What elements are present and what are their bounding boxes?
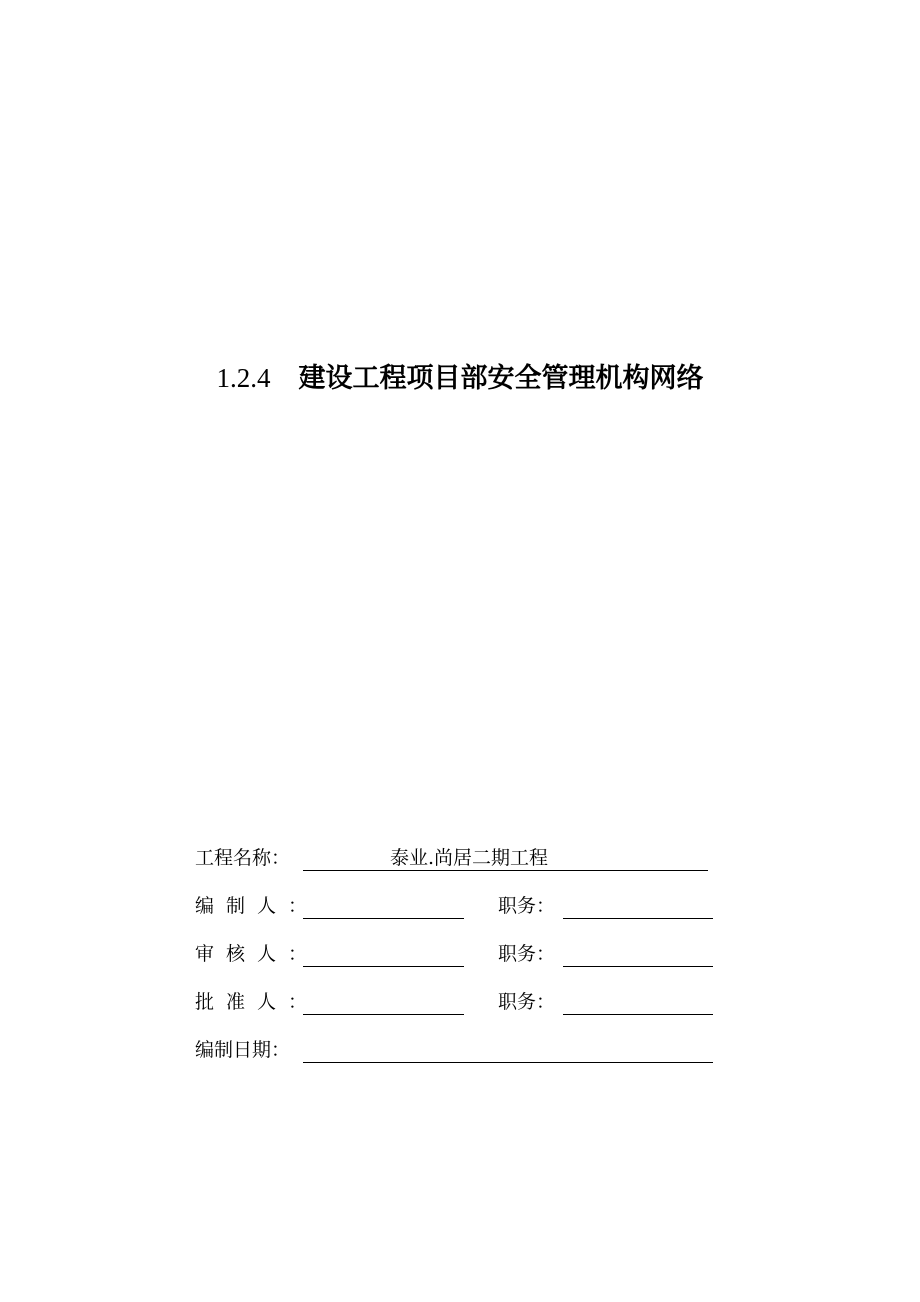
project-name-label: 工程名称： xyxy=(195,847,291,869)
reviewer-label-text: 审核人 xyxy=(195,943,289,965)
project-name-row xyxy=(195,838,735,886)
date-label: 编制日期： xyxy=(195,1039,291,1061)
document-title xyxy=(0,360,920,397)
compiler-label-text: 编制人 xyxy=(195,895,289,917)
approver-label-colon: ： xyxy=(288,991,308,1013)
approver-row xyxy=(195,982,735,1030)
project-name-value: 泰业.尚居二期工程 xyxy=(390,847,549,869)
reviewer-position-label: 职务： xyxy=(498,943,556,965)
compiler-label-colon: ： xyxy=(288,895,308,917)
compiler-row xyxy=(195,886,735,934)
approver-position-label: 职务： xyxy=(498,991,556,1013)
reviewer-row xyxy=(195,934,735,982)
compiler-position-label: 职务： xyxy=(498,895,556,917)
reviewer-position-field[interactable] xyxy=(563,942,713,967)
project-name-field[interactable] xyxy=(303,846,708,871)
reviewer-field[interactable] xyxy=(303,942,464,967)
reviewer-label xyxy=(195,942,307,966)
reviewer-label-colon: ： xyxy=(288,943,308,965)
section-number: 1.2.4 xyxy=(216,363,271,393)
title-text: 建设工程项目部安全管理机构网络 xyxy=(298,363,704,394)
approver-field[interactable] xyxy=(303,990,464,1015)
approver-label xyxy=(195,990,307,1014)
compiler-label xyxy=(195,894,307,918)
approver-label-text: 批准人 xyxy=(195,991,289,1013)
compiler-position-field[interactable] xyxy=(563,894,713,919)
signoff-form xyxy=(195,838,735,1078)
approver-position-field[interactable] xyxy=(563,990,713,1015)
date-field[interactable] xyxy=(303,1038,713,1063)
date-row xyxy=(195,1030,735,1078)
compiler-field[interactable] xyxy=(303,894,464,919)
